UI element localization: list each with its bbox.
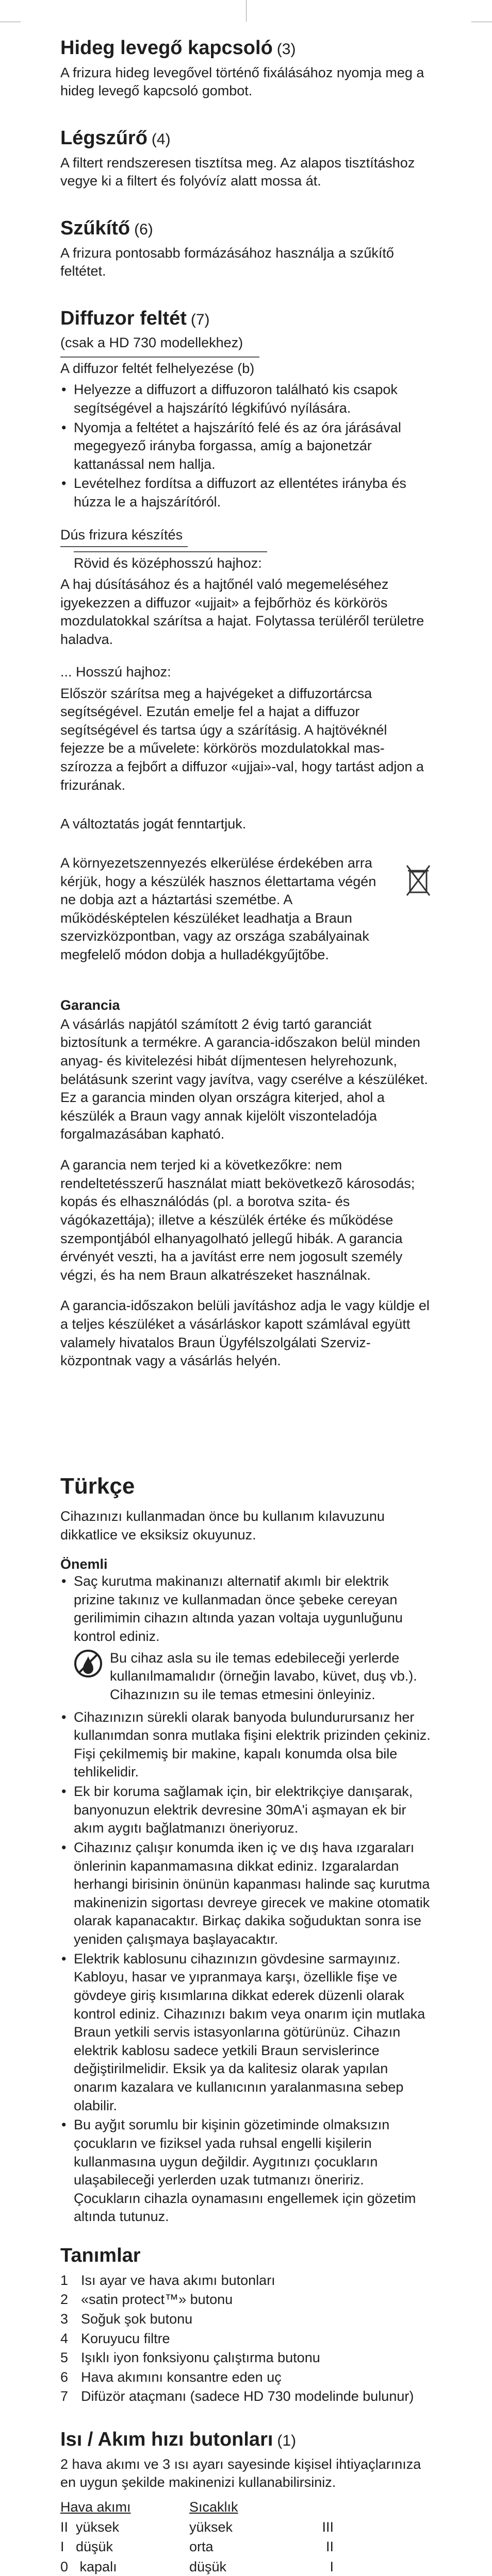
parts-list — [60, 2272, 432, 2406]
disposal-block — [60, 854, 432, 977]
table-row: II yüksek yüksek III — [60, 2519, 334, 2535]
section-warranty — [60, 997, 432, 1370]
part-item: 4 Koruyucu filtre — [60, 2330, 170, 2346]
no-water-icon — [74, 1649, 103, 1678]
list-item: • Cihazınız çalışır konumda iken iç ve dış hava ızgaraları önlerinin kapanmamasına dikkat ediniz. Izgaralardan herhangi birisinin önünün kapanması halinde saç kurutma makinenizin sigortası devreye girecek ve makine otomatik olarak kapanacaktır. Birkaç dakika soğuduktan sonra ise yeniden çalışmaya başlayacaktır. — [60, 1839, 432, 1949]
section-title-heat: Isı / Akım hızı butonları (1) — [60, 2429, 297, 2451]
section-title: Garancia — [60, 997, 120, 1013]
page-title-turkish: Türkçe — [60, 1473, 135, 1499]
settings-table — [60, 2497, 334, 2576]
subheading: Dús frizura készítés — [60, 526, 188, 547]
section-body: A frizura pontosabb formázásához használja a szűkítő feltétet. — [60, 245, 394, 279]
water-warning — [74, 1649, 432, 1704]
paragraph: A garancia nem terjed ki a következőkre: nem rendeltetésszerű használat miatt bekövetkezõ károsodás; kopás és elhasználódás (pl. a borotva szita- és vágókazettája); illetve a készülék értéke és működése szempontjából elhanyagolható jellegű hibák. A garancia érvényét veszti, ha a javítást erre nem jogosult személy végzi, és ha nem Braun alkatrészeket használnak. — [60, 1157, 415, 1283]
part-item: 7 Difüzör ataçmanı (sadece HD 730 modelinde bulunur) — [60, 2388, 414, 2404]
subheading: Rövid és középhosszú hajhoz: — [74, 551, 267, 573]
list-item: • Levételhez fordítsa a diffuzort az ellentétes irányba és húzza le a hajszárítóról. — [60, 474, 432, 511]
list-item: • Bu ayğıt sorumlu bir kişinin gözetiminde olmaksızın çocukların ve fiziksel yada ruhsal engelli kişilerin kullanmasına uygun değildir. Aygıtınızı çocukların ulaşabileceği yerlerden uzak tutmanızı öneririz. Çocukların cihazla oynamasını engellemek için gözetim altında tutunuz. — [60, 2116, 432, 2226]
part-item: 6 Hava akımını konsantre eden uç — [60, 2369, 282, 2385]
section-body: A frizura hideg levegővel történő fixálásához nyomja meg a hideg levegő kapcsoló gombot. — [60, 64, 424, 99]
part-item: 1 Isı ayar ve hava akımı butonları — [60, 2272, 275, 2288]
page-content — [60, 37, 432, 2576]
part-item: 3 Soğuk şok butonu — [60, 2311, 193, 2327]
intro-paragraph: Cihazınızı kullanmadan önce bu kullanım kılavuzunu dikkatlice ve eksiksiz okuyunuz. — [60, 1508, 385, 1543]
section-title: Szűkítő (6) — [60, 217, 153, 239]
list-item: • Cihazınızın sürekli olarak banyoda bulundurursanız her kullanımdan sonra mutlaka fişini elektrik prizinden çekiniz. Fişi çekilmemiş bir makine, kapalı konumda olsa bile tehlikelidir. — [60, 1708, 432, 1782]
paragraph: A változtatás jogát fenntartjuk. — [60, 816, 247, 832]
paragraph: A vásárlás napjától számított 2 évig tartó garanciát biztosítunk a termékre. A garancia-időszakon belül minden anyag- és kivitelezési hibát díjmentesen helyrehozunk, belátásunk szerint vagy javítva, vagy cserélve a készüléket. Ez a garancia minden olyan országra kiterjed, ahol a készülék a Braun vagy annak kijelölt viszonteladója forgalmazásában kapható. — [60, 1016, 428, 1142]
section-title-definitions: Tanımlar — [60, 2245, 141, 2266]
subheading-important: Önemli — [60, 1556, 108, 1572]
section-title: Légszűrő (4) — [60, 127, 171, 149]
section-diffuser-hu — [60, 308, 432, 977]
bullet-list — [60, 1572, 432, 1646]
section-body: A filtert rendszeresen tisztítsa meg. Az alapos tisztításhoz vegye ki a filtert és folyóvíz alatt mossa át. — [60, 155, 415, 189]
paragraph: A garancia-időszakon belüli javításhoz adja le vagy küldje el a teljes készüléket a vásárláskor kapott számlával együtt valamely hivatalos Braun Ügyfélszolgálati Szerviz-központnak vagy a vásárlás helyén. — [60, 1298, 430, 1369]
list-item: • Nyomja a feltétet a hajszárító felé és az óra járásával megegyező irányba forgassa, amíg a bajonetzár kattanással nem hallja. — [60, 419, 432, 474]
section-air-filter — [60, 127, 432, 191]
subheading: ... Hosszú hajhoz: — [60, 664, 171, 680]
list-item: • Elektrik kablosunu cihazınızın gövdesine sarmayınız. Kabloyu, hasar ve yıpranmaya karşı, özellikle fişe ve gövdeye giriş kısımlarına dikkat ederek düzenli olarak kontrol ediniz. Cihazınızı bakım veya onarım için mutlaka Braun yetkili servis istasyonlarına götürünüz. Cihazın elektrik kablosu sadece yetkili Braun servislerince değiştirilmelidir. Eksik ya da kalitesiz olarak yapılan onarım kazalara ve kullanıcının yaralanmasına sebep olabilir. — [60, 1950, 432, 2115]
part-item: 5 Işıklı iyon fonksiyonu çalıştırma butonu — [60, 2350, 320, 2366]
bullet-list — [60, 1708, 432, 2227]
table-row: 0 kapalı düşük I — [60, 2558, 334, 2574]
subheading: A diffuzor feltét felhelyezése (b) — [60, 357, 259, 379]
section-cold-air — [60, 37, 432, 100]
paragraph: Először szárítsa meg a hajvégeket a diffuzortárcsa segítségével. Ezután emelje fel a hajat a diffuzor segítségével és tartsa úgy a szárításig. A hajtövéknél fejezze be a művelete: körkörös mozdulatokkal mas-szírozza a fejbőrt a diffuzor «ujjai»-val, hogy tartást adjon a frizurának. — [60, 685, 424, 793]
table-row: I düşük orta II — [60, 2539, 334, 2555]
table-header-row: Hava akımı Sıcaklık — [60, 2499, 238, 2515]
part-item: 2 «satin protect™» butonu — [60, 2292, 233, 2308]
list-item: • Helyezze a diffuzort a diffuzoron található kis csapok segítségével a hajszárító légkifúvó nyílására. — [60, 381, 432, 417]
list-item: • Ek bir koruma sağlamak için, bir elektrikçiye danışarak, banyonuzun elektrik devresine 30mA'i aşmayan ek bir akım aygıtı bağlatmanızı öneriyoruz. — [60, 1783, 432, 1838]
list-item: • Saç kurutma makinanızı alternatif akımlı bir elektrik prizine takınız ve kullanmadan önce şebeke cereyan gerilimimin cihazın altında yazan voltaja uygunluğunu kontrol ediniz. — [60, 1572, 432, 1646]
paragraph: A környezetszennyezés elkerülése érdekében arra kérjük, hogy a készülék hasznos élettartama végén ne dobja azt a háztartási szemétbe. A működésképtelen készüléket leadhatja a Braun szervizközpontban, vagy az országa szabályainak megfelelő módon dobja a hulladékgyűjtőbe. — [60, 855, 376, 962]
section-title: Diffuzor feltét (7) — [60, 307, 210, 329]
section-subtitle: (csak a HD 730 modellekhez) — [60, 334, 243, 350]
paragraph: A haj dúsításához és a hajtőnél való megemeléséhez igyekezzen a diffuzor «ujjait» a fejbőrhöz és körkörös mozdulatokkal szárítsa a hajat. Folytassa terüléről területre haladva. — [60, 576, 424, 647]
section-title: Hideg levegő kapcsoló (3) — [60, 37, 296, 59]
warning-text: Bu cihaz asla su ile temas edebileceği yerlerde kullanılmamalıdır (örneğin lavabo, küvet, duş vb.). Cihazınızın su ile temas etmesini önleyiniz. — [110, 1650, 417, 1702]
crop-mark-top — [246, 0, 247, 22]
paragraph: 2 hava akımı ve 3 ısı ayarı sayesinde kişisel ihtiyaçlarınıza en uygun şekilde makinenizi kullanabilirsiniz. — [60, 2456, 421, 2490]
bullet-list — [60, 381, 432, 511]
section-nozzle — [60, 217, 432, 281]
recycle-bin-icon — [405, 865, 432, 896]
